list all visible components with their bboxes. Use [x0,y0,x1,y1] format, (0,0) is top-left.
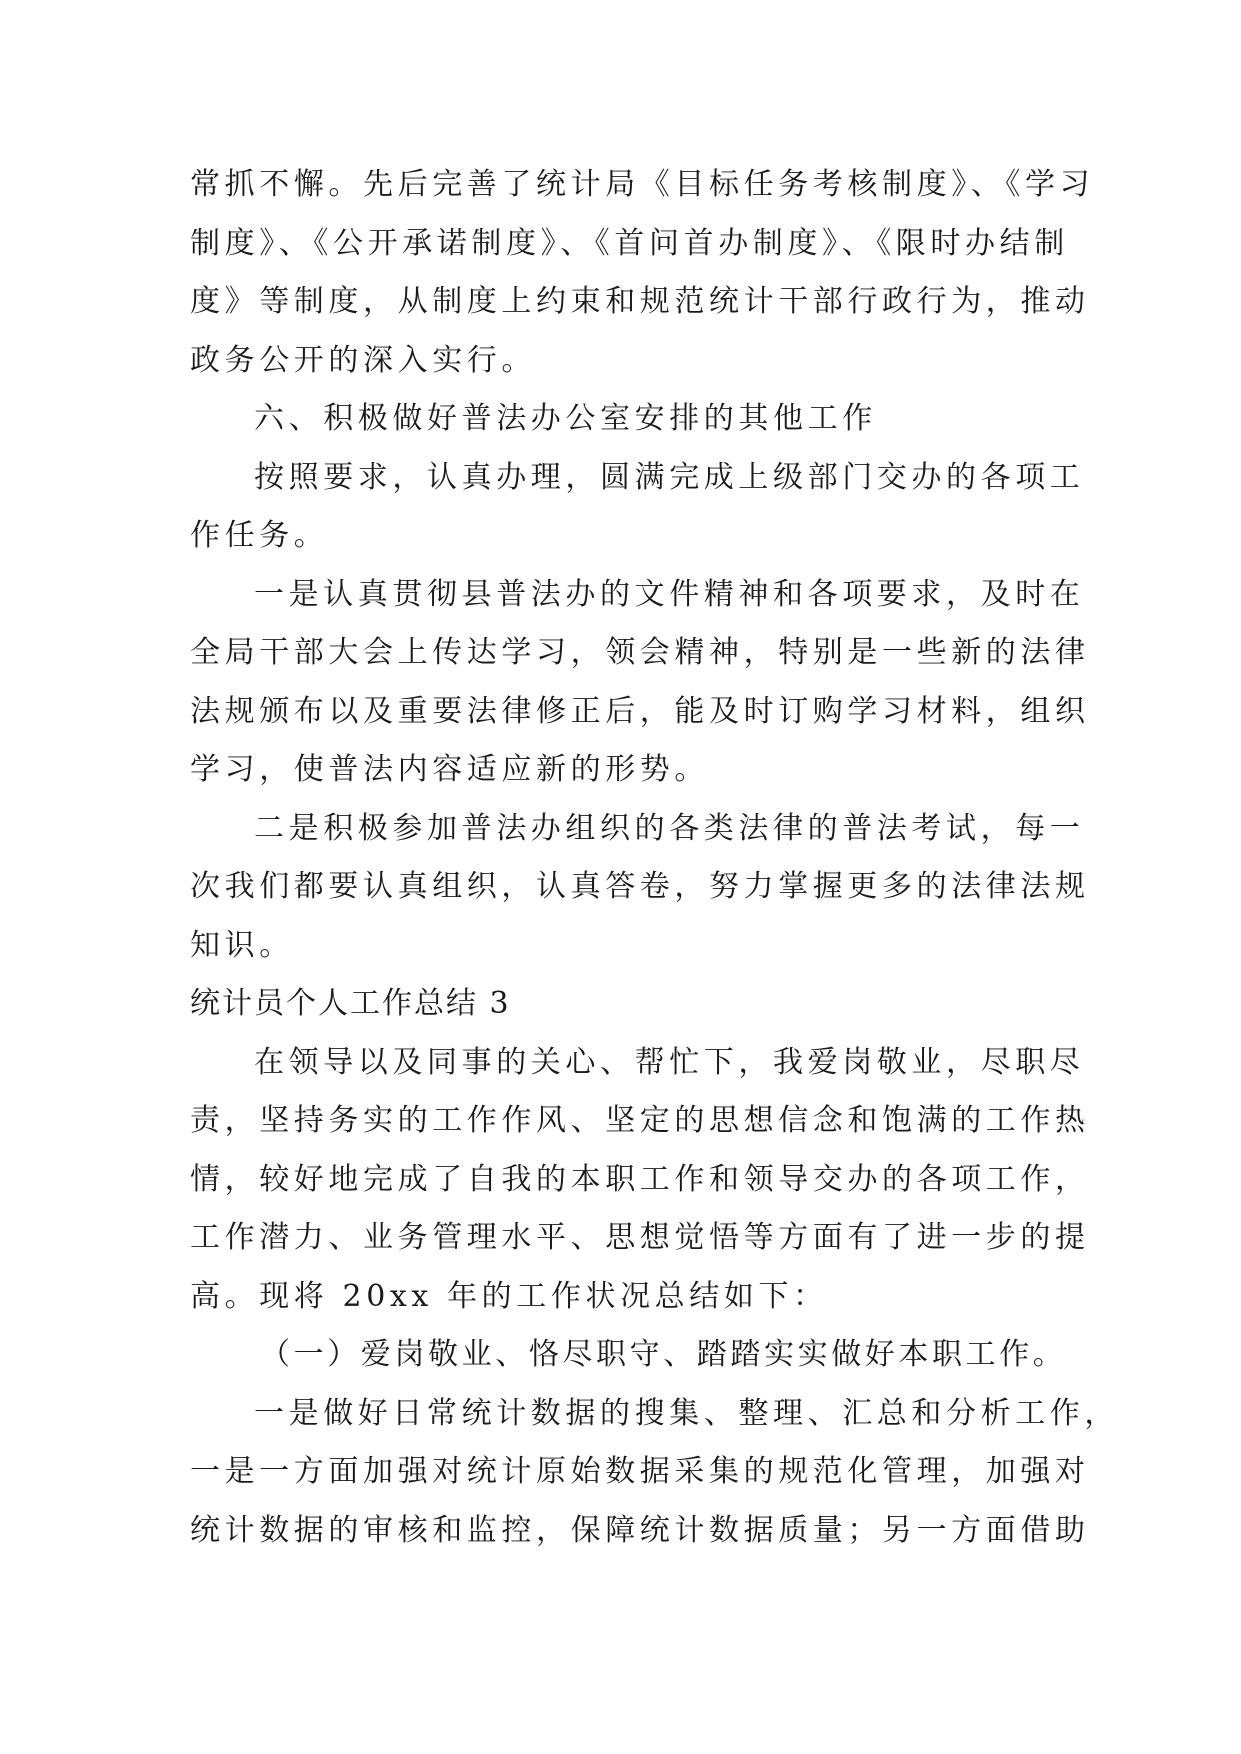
text-line: 制度》、《公开承诺制度》、《首问首办制度》、《限时办结制 [190,225,1069,261]
article-title: 统计员个人工作总结 3 [190,986,511,1021]
paragraph-start: 按照要求，认真办理，圆满完成上级部门交办的各项工 [254,459,1085,495]
text-line: 一是一方面加强对统计原始数据采集的规范化管理，加强对 [190,1454,1090,1489]
text-line: 情，较好地完成了自我的本职工作和领导交办的各项工作， [190,1161,1090,1197]
document-body [190,156,1119,1560]
text-line: 法规颁布以及重要法律修正后，能及时订购学习材料，组织 [190,693,1090,729]
text-line: 高。现将 20xx 年的工作状况总结如下： [190,1278,828,1314]
text-line: 责，坚持务实的工作作风、坚定的思想信念和饱满的工作热 [190,1103,1090,1138]
text-line: 作任务。 [190,518,329,553]
paragraph-start: 在领导以及同事的关心、帮忙下，我爱岗敬业，尽职尽 [254,1044,1085,1080]
text-line: 工作潜力、业务管理水平、思想觉悟等方面有了进一步的提 [190,1220,1090,1255]
paragraph-start: 一是做好日常统计数据的搜集、整理、汇总和分析工作， [254,1395,1119,1431]
text-line: 学习，使普法内容适应新的形势。 [190,752,709,787]
text-line: 知识。 [190,927,294,963]
paragraph-start: 二是积极参加普法办组织的各类法律的普法考试，每一 [254,810,1085,846]
text-line: 次我们都要认真组织，认真答卷，努力掌握更多的法律法规 [190,869,1090,904]
subsection-heading: （一）爱岗敬业、恪尽职守、踏踏实实做好本职工作。 [260,1337,1067,1372]
paragraph-start: 一是认真贯彻县普法办的文件精神和各项要求，及时在 [254,576,1085,612]
text-line: 统计数据的审核和监控，保障统计数据质量；另一方面借助 [190,1512,1090,1548]
text-line: 度》等制度，从制度上约束和规范统计干部行政行为，推动 [190,284,1090,319]
text-line: 全局干部大会上传达学习，领会精神，特别是一些新的法律 [190,635,1090,670]
section-heading: 六、积极做好普法办公室安排的其他工作 [254,401,877,436]
text-line: 常抓不懈。先后完善了统计局《目标任务考核制度》、《学习 [190,167,1095,202]
text-line: 政务公开的深入实行。 [190,342,536,378]
